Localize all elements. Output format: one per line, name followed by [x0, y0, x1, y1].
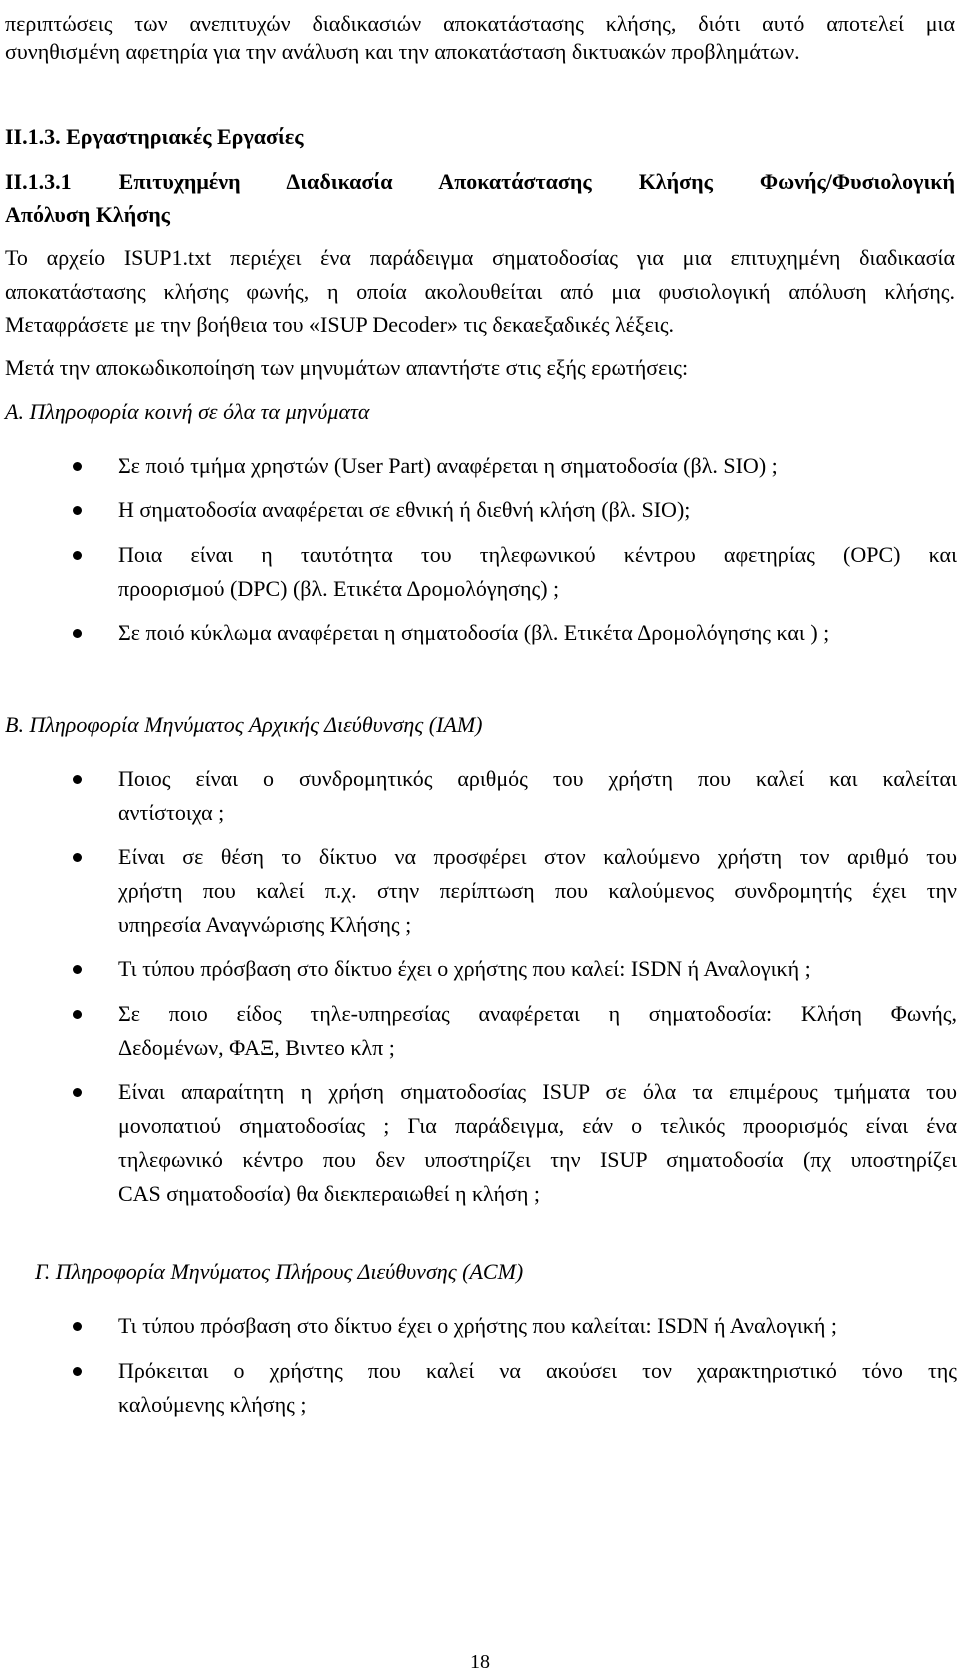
paragraph-2: Μετά την αποκωδικοποίηση των μηνυμάτων απαντήστε στις εξής ερωτήσεις: — [5, 355, 689, 380]
item-line: Τι τύπου πρόσβαση στο δίκτυο έχει ο χρήστης που καλεί: ISDN ή Αναλογική ; — [118, 956, 811, 981]
item-line: Ποιος είναι ο συνδρομητικός αριθμός του χρήστη που καλεί και καλείται — [118, 766, 957, 791]
item-line: Ποια είναι η ταυτότητα του τηλεφωνικού κέντρου αφετηρίας (OPC) και — [118, 542, 957, 567]
section-b-title: Β. Πληροφορία Μηνύματος Αρχικής Διεύθυνσης (IAM) — [5, 712, 483, 737]
item-line: Σε ποιο είδος τηλε-υπηρεσίας αναφέρεται η σηματοδοσία: Κλήση Φωνής, — [118, 1001, 957, 1026]
bullet-icon — [73, 853, 82, 862]
item-line: CAS σηματοδοσία) θα διεκπεραιωθεί η κλήση ; — [118, 1181, 540, 1206]
intro-line-1: περιπτώσεις των ανεπιτυχών διαδικασιών αποκατάστασης κλήσης, διότι αυτό αποτελεί μια — [5, 11, 955, 36]
item-line: Τι τύπου πρόσβαση στο δίκτυο έχει ο χρήστης που καλείται: ISDN ή Αναλογική ; — [118, 1313, 837, 1338]
item-line: Σε ποιό κύκλωμα αναφέρεται η σηματοδοσία (βλ. Ετικέτα Δρομολόγησης και ) ; — [118, 620, 830, 645]
item-line: μονοπατιού σηματοδοσίας ; Για παράδειγμα, εάν ο τελικός προορισμός είναι ένα — [118, 1113, 957, 1138]
item-line: αντίστοιχα ; — [118, 800, 225, 825]
page-number: 18 — [470, 1651, 490, 1673]
bullet-icon — [73, 965, 82, 974]
bullet-icon — [73, 775, 82, 784]
bullet-icon — [73, 629, 82, 638]
bullet-icon — [73, 1010, 82, 1019]
section-heading: ΙΙ.1.3. Εργαστηριακές Εργασίες — [5, 124, 304, 149]
item-line: Σε ποιό τμήμα χρηστών (User Part) αναφέρεται η σηματοδοσία (βλ. SIO) ; — [118, 453, 778, 478]
bullet-icon — [73, 462, 82, 471]
section-c-title: Γ. Πληροφορία Μηνύματος Πλήρους Διεύθυνσης (ACM) — [35, 1259, 524, 1284]
bullet-icon — [73, 1367, 82, 1376]
item-line: Η σηματοδοσία αναφέρεται σε εθνική ή διεθνή κλήση (βλ. SIO); — [118, 497, 691, 522]
bullet-icon — [73, 1088, 82, 1097]
item-line: καλούμενης κλήσης ; — [118, 1392, 307, 1417]
bullet-icon — [73, 551, 82, 560]
paragraph-1-line-1: Το αρχείο ISUP1.txt περιέχει ένα παράδειγμα σηματοδοσίας για μια επιτυχημένη διαδικασία — [5, 245, 955, 270]
item-line: Είναι σε θέση το δίκτυο να προσφέρει στον καλούμενο χρήστη τον αριθμό του — [118, 844, 957, 869]
paragraph-1-line-2: αποκατάστασης κλήσης φωνής, η οποία ακολουθείται από μια φυσιολογική απόλυση κλήσης. — [5, 279, 955, 304]
item-line: προορισμού (DPC) (βλ. Ετικέτα Δρομολόγησης) ; — [118, 576, 560, 601]
item-line: τηλεφωνικό κέντρο που δεν υποστηρίζει την ISUP σηματοδοσία (πχ υποστηρίζει — [118, 1147, 957, 1172]
section-a-title: Α. Πληροφορία κοινή σε όλα τα μηνύματα — [5, 399, 370, 424]
item-line: Είναι απαραίτητη η χρήση σηματοδοσίας ISUP σε όλα τα επιμέρους τμήματα του — [118, 1079, 957, 1104]
subsection-heading-line-1: ΙΙ.1.3.1 Επιτυχημένη Διαδικασία Αποκατάστασης Κλήσης Φωνής/Φυσιολογική — [5, 169, 955, 194]
bullet-icon — [73, 1322, 82, 1331]
subsection-heading-line-2: Απόλυση Κλήσης — [5, 202, 170, 227]
item-line: Πρόκειται ο χρήστης που καλεί να ακούσει τον χαρακτηριστικό τόνο της — [118, 1358, 957, 1383]
item-line: Δεδομένων, ΦΑΞ, Βιντεο κλπ ; — [118, 1035, 395, 1060]
paragraph-1-line-3: Μεταφράσετε με την βοήθεια του «ISUP Decoder» τις δεκαεξαδικές λέξεις. — [5, 312, 675, 337]
intro-line-2: συνηθισμένη αφετηρία για την ανάλυση και την αποκατάσταση δικτυακών προβλημάτων. — [5, 39, 800, 64]
item-line: υπηρεσία Αναγνώρισης Κλήσης ; — [118, 912, 412, 937]
item-line: χρήστη που καλεί π.χ. στην περίπτωση που καλούμενος συνδρομητής έχει την — [118, 878, 957, 903]
bullet-icon — [73, 506, 82, 515]
